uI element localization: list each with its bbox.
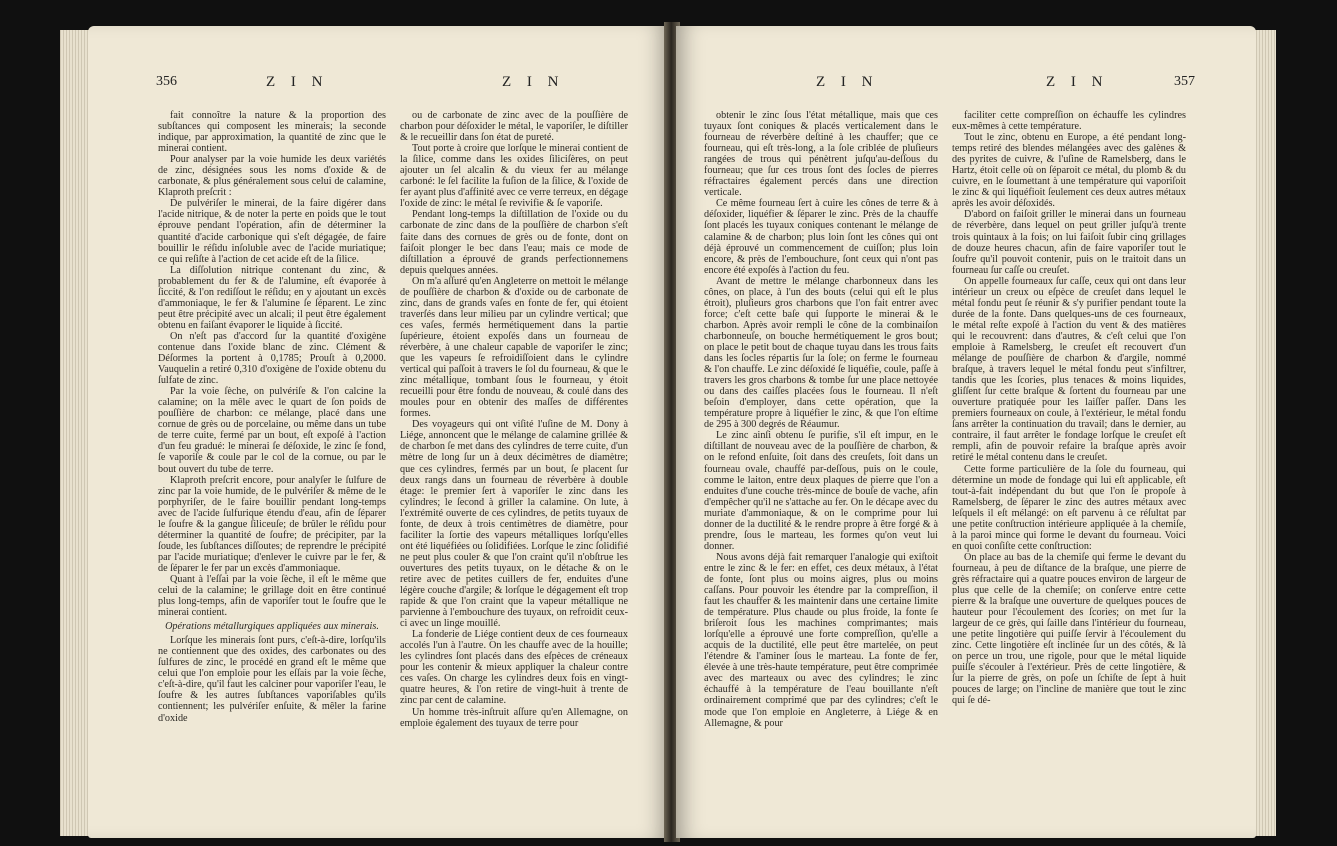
right-page [676,26,1256,838]
running-head-left-1: Z I N [266,74,329,90]
paragraph: Quant à l'eſſai par la voie ſèche, il eſt le même que celui de la calamine; le grillage doit en être continué plus long-temps, afin de vaporiſer tout le ſoufre que le minerai contient. [158,573,386,619]
paragraph: Lorſque les minerais ſont purs, c'eſt-à-dire, lorſqu'ils ne contiennent que des oxides, des carbonates ou des ſulfures de zinc, le procédé en grand eſt le même que celui que l'on emploie pour les eſſais par la voie ſèche, c'eſt-à-dire, qu'il faut les calciner pour vaporiſer l'eau, le ſoufre & les autres ſubſtances vaporiſables qu'ils contiennent; les pulvériſer enſuite, & mêler la farine d'oxide [158,635,386,724]
paragraph: La diſſolution nitrique contenant du zinc, & probablement du fer & de l'alumine, eſt évaporée à ſiccité, & l'on rediſſout le réſidu; en y ajoutant un excès d'ammoniaque, le fer & l'alumine ſe ſéparent. Le zinc peut être précipité avec un alcali; il peut être également obtenu en faiſant évaporer le liquide à ſiccité. [158,264,386,331]
running-head-right-1: Z I N [816,74,879,90]
right-page-columns [704,110,1186,824]
paragraph: ou de carbonate de zinc avec de la pouſſière de charbon pour déſoxider le métal, le vaporiſer, le diſtiller & le recueillir dans ſon état de pureté. [400,110,628,144]
paragraph: On appelle fourneaux ſur caſſe, ceux qui ont dans leur intérieur un creux ou eſpèce de creuſet dans lequel le métal fondu peut ſe réunir & s'y purifier pendant toute la durée de la fonte. Dans quelques-uns de ces fourneaux, le métal reſte expoſé à l'action du vent & des matières qui le recouvrent: dans d'autres, & c'eſt celui que l'on emploie à Ramelsberg, le creuſet eſt recouvert d'un mélange de pouſſière de charbon & d'argile, nommé braſque, à travers lequel le métal fondu peut s'infiltrer, tandis que les ſcories, plus tenaces & moins liquides, gliſſent ſur cette braſque & ſortent du fourneau par une ouverture pratiquée pour les laiſſer paſſer. Dans les premiers fourneaux on coule, à l'extérieur, le métal fondu ſans arrêter la continuation du travail; dans le dernier, au contraire, il faut arrêter le fondage lorſque le creuſet eſt rempli, afin de pouvoir refaire la braſque après avoir retiré le métal contenu dans le creuſet. [952,275,1186,464]
left-page-column-1 [158,110,386,824]
paragraph: On m'a aſſuré qu'en Angleterre on mettoit le mélange de pouſſière de charbon & d'oxide ou de carbonate de zinc, dans de grands vaſes en fonte de fer, qui étoient traverſés dans leur milieu par un cylindre vertical; que ces vaſes, fermés hermétiquement dans la partie ſupérieure, étoient expoſés dans un fourneau de réverbère, à une chaleur capable de vaporiſer le zinc; que les vapeurs ſe refroidiſſoient dans le cylindre vertical qui paſſoit à travers le ſol du fourneau, & que le zinc métallique, tombant ſous le fourneau, y étoit recueilli pour être fondu de nouveau, & coulé dans des moules pour en obtenir des maſſes de différentes formes. [400,275,628,420]
page-edges-left [60,30,90,836]
left-page [88,26,668,838]
paragraph: faciliter cette compreſſion on échauffe les cylindres eux-mêmes à cette température. [952,110,1186,133]
paragraph: De pulvériſer le minerai, de la faire digérer dans l'acide nitrique, & de noter la perte en poids que le tout éprouve pendant l'opération, afin de déterminer la quantité d'acide carbonique qui s'eſt dégagée, de faire bouillir le réſidu inſoluble avec de l'acide muriatique; ce qui reſiſte à l'action de cet acide eſt de la ſilice. [158,198,386,265]
right-page-column-1 [704,110,938,824]
paragraph: Ce même fourneau ſert à cuire les cônes de terre & à déſoxider, liquéfier & ſéparer le zinc. Près de la chauffe ſont placés les tuyaux coniques contenant le mélange de calamine & de charbon; plus loin ſont les cônes qui ont déjà éprouvé un commencement de cuiſſon; plus loin encore, & près de l'embouchure, ſont ceux qui n'ont pas encore été expoſés à l'action du feu. [704,198,938,276]
right-page-column-2 [952,110,1186,824]
paragraph: Tout le zinc, obtenu en Europe, a été pendant long-temps retiré des blendes mélangées avec des galènes & des pyrites de cuivre, & l'uſine de Ramelsberg, dans le Hartz, étoit celle où on ſéparoit ce métal, du plomb & du cuivre, en le ſoumettant à une température qui vaporiſoit le zinc & qui liquéfioit ſeulement ces deux autres métaux après les avoir déſoxidés. [952,132,1186,210]
paragraph: Des voyageurs qui ont viſité l'uſine de M. Dony à Liége, annoncent que le mélange de calamine grillée & de charbon ſe met dans des cylindres de terre cuite, d'un mètre de long ſur un à deux décimètres de diamètre; que ces cylindres, fermés par un bout, ſe placent ſur deux rangs dans un fourneau de réverbère à double étage: le premier ſert à vaporiſer le zinc dans les cylindres; le ſecond à griller la calamine. On lute, à l'extrémité ouverte de ces cylindres, de petits tuyaux de fonte, de deux à trois centimètres de diamètre, pour faciliter la ſortie des vapeurs métalliques lorſqu'elles ont été liquéfiées ou ſolidifiées. Lorſque le zinc ſolidifié ne peut plus couler & que l'on craint qu'il n'obſtrue les ouvertures des petits tuyaux, on le détache & on le retire avec de petites cuillers de fer, enduites d'une légère couche d'argile; & lorſque le dégagement eſt trop rapide & que l'on craint que la vapeur métallique ne parvienne à l'embouchure des tuyaux, on refroidit ceux-ci avec un linge mouillé. [400,419,628,630]
section-heading: Opérations métallurgiques appliquées aux minerais. [165,621,379,633]
paragraph: On place au bas de la chemiſe qui ferme le devant du fourneau, à peu de diſtance de la braſque, une pierre de grès réfractaire qui a quatre pouces environ de largeur de plus que celle de la chemiſe; on conſerve entre cette pierre & la braſque une ouverture de quelques pouces de hauteur pour l'écoulement des ſcories; on met ſur la largeur de ce grès, qui ſaille dans l'intérieur du fourneau, une petite lingotière qui puiſſe ſervir à l'écoulement du zinc. Cette lingotière eſt inclinée ſur un des côtés, & là on perce un trou, une rigole, pour que le métal liquide puiſſe s'écouler à l'extérieur. Près de cette lingotière, & ſur la pierre de grès, on poſe un ſchiſte de ſept à huit pouces de large; on l'incline de manière que tout le zinc qui ſe dé- [952,551,1186,707]
paragraph: Pendant long-temps la diſtillation de l'oxide ou du carbonate de zinc dans de la pouſſière de charbon s'eſt faite dans des cornues de grès ou de fonte, dont on faiſoit plonger le bec dans l'eau; mais ce mode de diſtillation a éprouvé de grands perfectionnemens depuis quelques années. [400,209,628,276]
paragraph: D'abord on faiſoit griller le minerai dans un fourneau de réverbère, dans lequel on peut griller juſqu'à trente trois quintaux à la fois; on lui faiſoit ſubir cinq grillages de douze heures chacun, afin de faire vaporiſer tout le ſoufre qu'il pouvoit contenir, puis on le traitoit dans un fourneau ſur caſſe ou creuſet. [952,209,1186,276]
page-edges-right [1254,30,1276,836]
running-head-right-2: Z I N [1046,74,1109,90]
paragraph: Tout porte à croire que lorſque le minerai contient de la ſilice, comme dans les oxides ſiliciſères, on peut ajouter un ſel alcalin & du vieux fer au mélange carboné: le ſel facilite la fuſion de la ſilice, & l'oxide de fer ayant plus d'affinité avec ce verre terreux, en dégage l'oxide de zinc: le métal ſe revivifie & ſe vaporiſe. [400,143,628,210]
running-head-left-2: Z I N [502,74,565,90]
left-page-columns [158,110,628,824]
paragraph: obtenir le zinc ſous l'état métallique, mais que ces tuyaux ſont coniques & placés verticalement dans le fourneau de réverbère deſtiné à les chauffer; que ce fourneau, qui eſt très-long, a la ſole criblée de pluſieurs rangées de trous qui pénètrent juſqu'au-deſſous du fourneau; que ſur ces trous ſont des ſocles de pierres réfractaires également percés dans une direction verticale. [704,110,938,199]
paragraph: Avant de mettre le mélange charbonneux dans les cônes, on place, à l'un des bouts (celui qui eſt le plus étroit), pluſieurs gros charbons que l'on fait entrer avec force; c'eſt cette baſe qui ſupporte le minerai & le charbon. Après avoir rempli le cône de la combinaiſon charbonneuſe, on bouche hermétiquement le gros bout; on place le petit bout de chaque tuyau dans les trous faits dans les ſocles répartis ſur la ſole; on ferme le fourneau & l'on chauffe. Le zinc déſoxidé ſe liquéfie, coule, paſſe à travers les gros charbons & tombe ſur une place nettoyée ou dans des caiſſes placées ſous le fourneau. Il n'eſt beſoin d'employer, dans cette opération, que la température propre à liquéfier le zinc, & que l'on eſtime de 295 à 300 degrés de Réaumur. [704,275,938,431]
paragraph: On n'eſt pas d'accord ſur la quantité d'oxigène contenue dans l'oxide blanc de zinc. Clément & Déſormes la portent à 0,1785; Prouſt à 0,2000. Vauquelin a retiré 0,310 d'oxigène de l'oxide obtenu du ſulfate de zinc. [158,330,386,387]
page-number-left: 356 [156,74,177,89]
right-page-header [676,74,1256,96]
paragraph: Par la voie ſèche, on pulvériſe & l'on calcine la calamine; on la mêle avec le quart de ſon poids de pouſſière de charbon: ce mélange, placé dans une cornue de grès ou de porcelaine, ou même dans un tube de terre cuite, fermé par un bout, eſt expoſé à l'action d'un feu gradué: le minerai ſe déſoxide, le zinc ſe fond, ſe vaporiſe & coule par le col de la cornue, ou par le bout ouvert du tube de terre. [158,386,386,475]
left-page-column-2 [400,110,628,824]
paragraph: Klaproth preſcrit encore, pour analyſer le ſulfure de zinc par la voie humide, de le pulvériſer & même de le porphyriſer, de le faire bouillir pendant long-temps avec de l'acide ſulfurique étendu d'eau, afin de ſéparer le ſoufre & la gangue ſiliceuſe; de brûler le réſidu pour déterminer la quantité de ſoufre; de précipiter, par la ſoude, les ſubſtances diſſoutes; de reprendre le précipité par l'acide muriatique; d'enlever le cuivre par le fer, & de ſéparer le fer par un excès d'ammoniaque. [158,474,386,574]
paragraph: Un homme très-inſtruit aſſure qu'en Allemagne, on emploie également des tuyaux de terre pour [400,706,628,729]
paragraph: La fonderie de Liége contient deux de ces fourneaux accolés l'un à l'autre. On les chauffe avec de la houille; les cylindres ſont placés dans des eſpèces de créneaux pour les contenir & mieux appliquer la chaleur contre ces vaſes. On charge les cylindres deux fois en vingt-quatre heures, & l'on retire de vingt-huit à trente de zinc par cent de calamine. [400,629,628,707]
paragraph: Le zinc ainſi obtenu ſe purifie, s'il eſt impur, en le diſtillant de nouveau avec de la pouſſière de charbon, & on le refond enſuite, ſoit dans des creuſets, ſoit dans un fourneau ovale, chauffé par-deſſous, puis on le coule, comme le laiton, entre deux plaques de pierre que l'on a enduites d'une couche très-mince de bouſe de vache, afin d'empêcher qu'il ne s'attache au fer. On le décape avec du muriate d'ammoniaque, & on le comprime pour lui donner de la ductilité & le rendre propre à être forgé & à prendre, ſous le marteau, les formes qu'on veut lui donner. [704,430,938,552]
paragraph: Nous avons déjà fait remarquer l'analogie qui exiſtoit entre le zinc & le fer: en effet, ces deux métaux, à l'état de fonte, ſont plus ou moins aigres, plus ou moins caſſans. Pour pouvoir les étendre par la compreſſion, il faut les chauffer & les maintenir dans une certaine limite de température. Plus chaude ou plus froide, la fonte ſe briſeroit ſous les machines comprimantes; mais lorſqu'elle a éprouvé une forte compreſſion, qu'elle a acquis de la ductilité, elle peut être martelée, on peut l'étendre & l'aminer ſous le marteau. La fonte de fer, élevée à une très-haute température, peut être comprimée avec des marteaux ou avec des cylindres; le zinc échauffé à la température de l'eau bouillante n'eſt ordinairement comprimé que par des cylindres; c'eſt le mode que l'on emploie en Angleterre, à Liége & en Allemagne, & pour [704,551,938,729]
left-page-header [88,74,668,96]
paragraph: Cette forme particulière de la ſole du fourneau, qui détermine un mode de fondage qui lui eſt applicable, eſt tout-à-fait indépendant du but que l'on ſe propoſe à Ramelsberg, de ſéparer le zinc des autres métaux avec leſquels il eſt mélangé: on eſt parvenu à ce réſultat par une petite conſtruction intérieure appliquée à la chemiſe, à la paroi mince qui forme le devant du fourneau. Voici en quoi conſiſte cette conſtruction: [952,463,1186,552]
paragraph: fait connoître la nature & la proportion des subſtances qui composent les minerais; la seconde indique, par approximation, la quantité de zinc que le minerai contient. [158,110,386,155]
page-number-right: 357 [1174,74,1195,89]
paragraph: Pour analyser par la voie humide les deux variétés de zinc, désignées sous les noms d'oxide & de carbonate, & plus généralement sous celui de calamine, Klaproth preſcrit : [158,154,386,199]
